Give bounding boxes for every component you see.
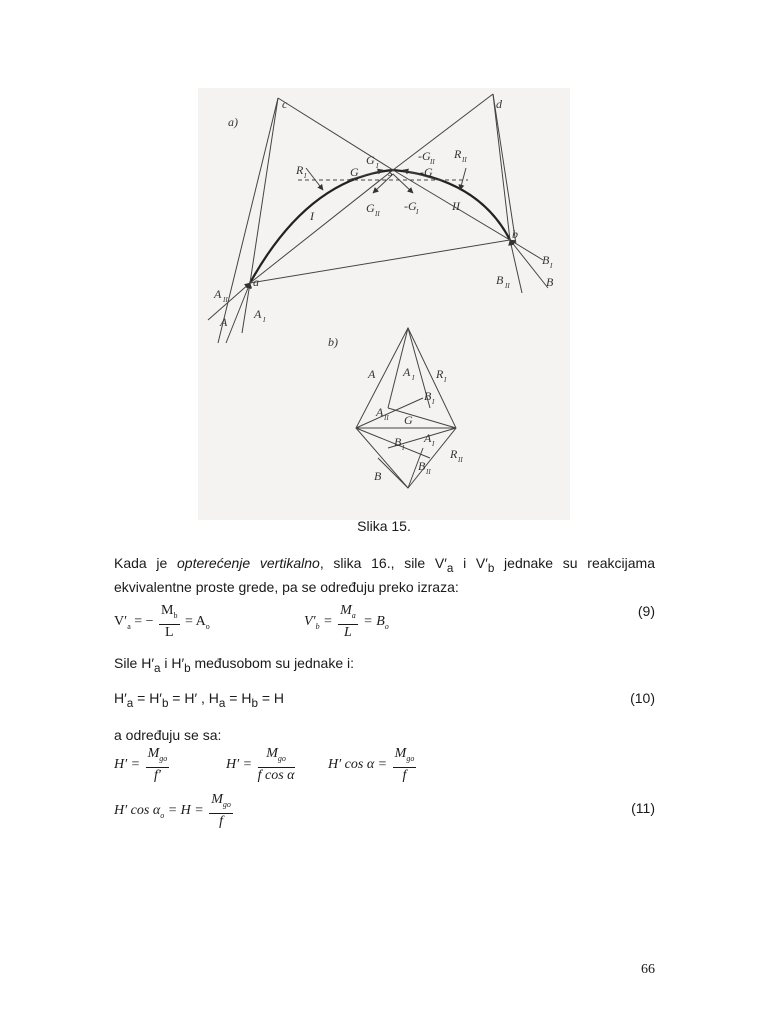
label-a-force: A xyxy=(220,315,228,329)
svg-text:I: I xyxy=(444,376,447,384)
paragraph-odreduju: a određuju se sa: xyxy=(114,727,222,743)
label-arc-ii: II xyxy=(452,199,460,213)
label-part-a: a) xyxy=(228,115,238,129)
svg-text:I: I xyxy=(376,162,379,170)
svg-text:II: II xyxy=(505,282,510,290)
label-a: a xyxy=(253,275,259,289)
svg-text:I: I xyxy=(416,208,419,216)
eq9-left: $V'_a$ = − $\frac{M_b}{L}$ = $A_o$ xyxy=(114,603,210,640)
equation-9 xyxy=(114,595,655,639)
eq-h2: H′ = $\frac{M_{go}}{\text{f cos α}}$ xyxy=(226,746,295,783)
paragraph-intro: Kada je opterećenje vertikalno, slika 16., sile $V'_a$ i $V'_b$ jednake su reakcijama ekvivalentne proste grede, pa se određuju preko izraza: xyxy=(114,555,655,595)
svg-text:II: II xyxy=(375,210,380,218)
label-neg-gii: -G xyxy=(418,149,431,163)
eq10-body: $H'_a = H'_b = H'$ , $H_a = H_b = H$ xyxy=(114,690,285,710)
svg-text:II: II xyxy=(462,156,467,164)
label-neg-gi: -G xyxy=(404,199,417,213)
svg-text:II: II xyxy=(426,468,431,476)
pb-label-bi: B xyxy=(424,389,432,403)
eq11-number: (11) xyxy=(631,800,655,816)
equation-h-prime xyxy=(114,744,655,788)
pb-label-bii: B xyxy=(418,459,426,473)
figure-diagram xyxy=(198,88,570,520)
eq9-number: (9) xyxy=(637,603,655,619)
pb-label-rii: R xyxy=(450,447,458,461)
pb-label-bi2: B xyxy=(394,435,402,449)
label-arc-i: I xyxy=(310,209,314,223)
equation-11 xyxy=(114,790,655,834)
svg-text:II: II xyxy=(430,158,435,166)
label-part-b: b) xyxy=(328,335,338,349)
pb-label-aii: A xyxy=(376,405,384,419)
label-bii: B xyxy=(496,273,504,287)
label-aii: A xyxy=(214,287,222,301)
pb-label-g: G xyxy=(404,413,413,427)
label-c: c xyxy=(282,97,288,111)
pb-label-ai2: A xyxy=(424,431,432,445)
svg-text:I: I xyxy=(263,316,266,324)
label-b: b xyxy=(512,227,518,241)
svg-text:II: II xyxy=(223,296,228,304)
eq10-number: (10) xyxy=(630,690,655,706)
label-ai: A xyxy=(254,307,262,321)
eq9-right: $V'_b$ = $\frac{M_a}{L}$ = $B_o$ xyxy=(304,603,389,640)
label-ri: R xyxy=(296,163,304,177)
pb-label-ri: R xyxy=(436,367,444,381)
paragraph-sile: Sile $H'_a$ i $H'_b$ međusobom su jednake i: xyxy=(114,655,355,675)
pb-label-ai: A xyxy=(403,365,411,379)
svg-text:II: II xyxy=(384,414,389,422)
figure-caption: Slika 15. xyxy=(357,518,411,534)
label-s: s xyxy=(388,165,393,179)
equation-10 xyxy=(114,690,655,714)
label-gii: G xyxy=(366,201,375,215)
svg-text:II: II xyxy=(458,456,463,464)
pb-label-b: B xyxy=(374,469,382,483)
svg-text:I: I xyxy=(304,172,307,180)
eq11-body: H′ $\cos \alpha_o = H$ = $\frac{M_{go}}{f}$ xyxy=(114,792,231,829)
svg-text:I: I xyxy=(550,262,553,270)
label-b-force: B xyxy=(546,275,554,289)
page-number: 66 xyxy=(641,962,655,977)
eq-h3: H′ cos α = $\frac{M_{go}}{f}$ xyxy=(328,746,415,783)
italic-text: opterećenje vertikalno xyxy=(177,555,320,571)
svg-text:I: I xyxy=(402,444,405,452)
label-rii: R xyxy=(454,147,462,161)
svg-text:I: I xyxy=(432,440,435,448)
eq-h1: H′ = $\frac{M_{go}}{f'}$ xyxy=(114,746,168,783)
svg-text:I: I xyxy=(432,398,435,406)
label-neg-g: -G xyxy=(420,165,433,179)
label-g: G xyxy=(350,165,359,179)
label-d: d xyxy=(496,97,502,111)
svg-text:I: I xyxy=(412,374,415,382)
figure-slika-15 xyxy=(198,88,570,520)
pb-label-a: A xyxy=(368,367,376,381)
label-g1: G xyxy=(366,153,375,167)
label-bi: B xyxy=(542,253,550,267)
